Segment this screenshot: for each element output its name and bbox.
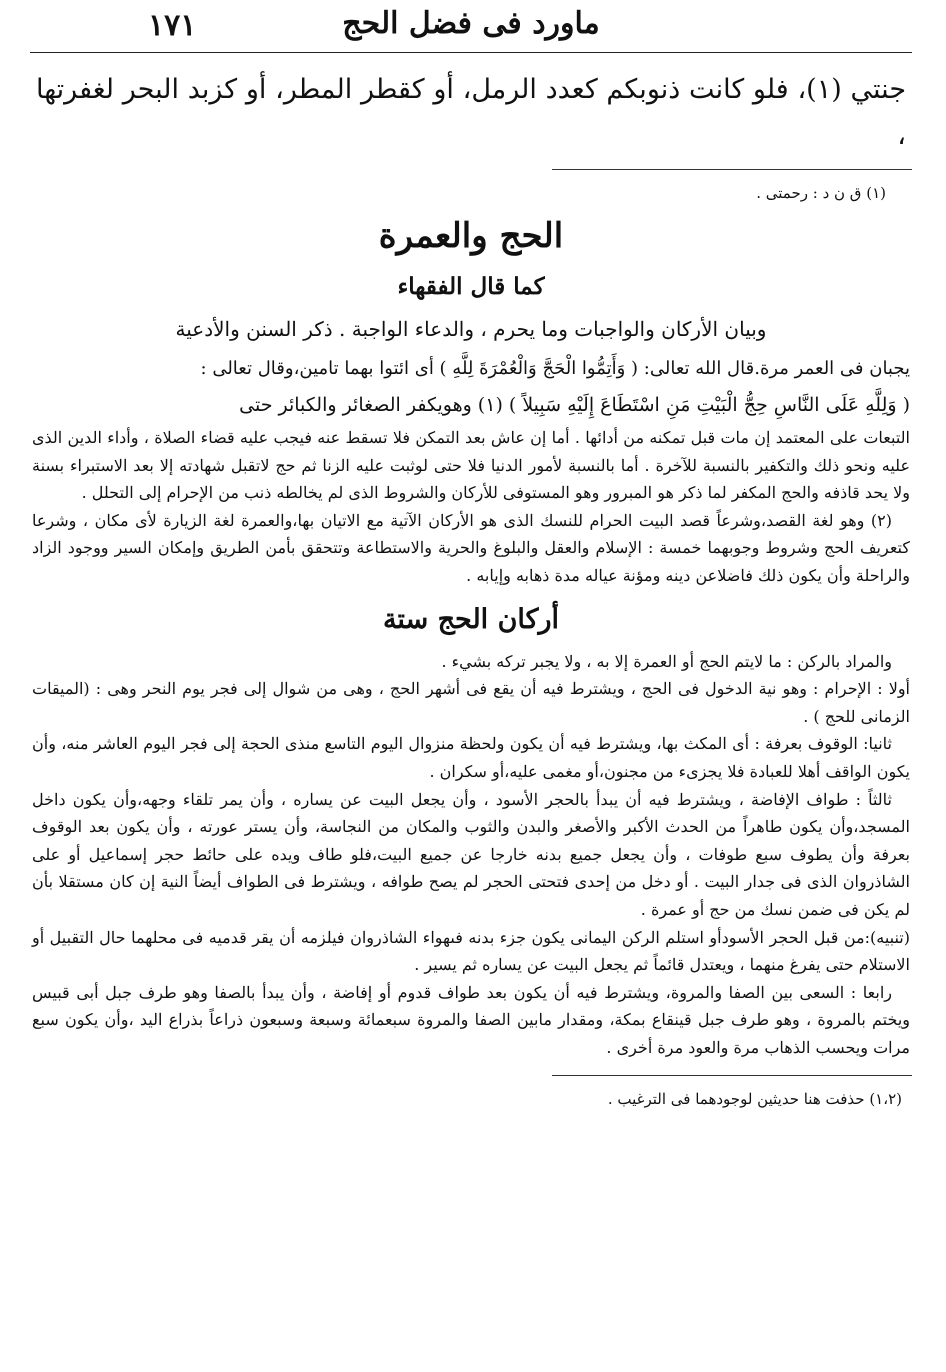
paragraph-note: (تنبيه):من قبل الحجر الأسودأو استلم الركن اليمانى يكون جزء بدنه فىهواء الشاذروان فيلزمه أن يقر قدميه فى محلهما حال التقبيل أو الاستلام حتى يفرغ منهما ، ويعتدل قائماً ثم يجعل البيت عن يساره ثم يسير . <box>32 927 910 975</box>
paragraph-definition: (٢) وهو لغة القصد،وشرعاً قصد البيت الحرام للنسك الذى هو الأركان الآتية مع الاتيان بها،والعمرة لغة الزيارة لأى مكان ، وشرعا كتعريف الحج وشروط وجوبهما خمسة : الإسلام والعقل والبلوغ والحرية والاستطاعة وتتحقق بأمن الطريق وإمكان السير ووجود الزاد والراحلة وأن يكون ذلك فاضلاعن دينه ومؤنة عياله مدة ذهابه وإيابه . <box>32 510 910 585</box>
paragraph-tawaf: ثالثاً : طواف الإفاضة ، ويشترط فيه أن يبدأ بالحجر الأسود ، وأن يجعل البيت عن يساره ، وأن يمر تلقاء وجهه،وأن يكون داخل المسجد،وأن يكون طاهراً من الحدث الأكبر والأصغر والبدن والثوب والمكان من النجاسة، وأن يستر عورته ، وأن يكون بعد الوقوف بعرفة وأن يطوف سبع طوفات ، وأن يجعل جميع بدنه خارجا عن جميع البيت،فلو طاف ويده على حائط حجر إسماعيل أو على الشاذروان الذى فى جدار البيت . أو دخل من إحدى فتحتى الحجر لم يصح طوافه ، ويشترط فى الطواف أيضاً النية إن كان مستقلا بأن لم يكن فى ضمن نسك من حج أو عمرة . <box>32 789 911 919</box>
subtitle-description: وبيان الأركان والواجبات وما يحرم ، والدعاء الواجبة . ذكر السنن والأدعية <box>175 317 767 341</box>
subtitle: كما قال الفقهاء <box>397 273 545 300</box>
running-title: ماورد فى فضل الحج <box>342 6 600 41</box>
footnote-bottom: (١،٢) حذفت هنا حديثين لوجودهما فى الترغيب . <box>607 1090 902 1109</box>
paragraph-intro: يجبان فى العمر مرة.قال الله تعالى: ( وَأَتِمُّوا الْحَجَّ وَالْعُمْرَةَ لِلَّهِ ) أى ائتوا بهما تامين،وقال تعالى : <box>200 358 910 379</box>
paragraph-sai: رابعا : السعى بين الصفا والمروة، ويشترط فيه أن يكون بعد طواف قدوم أو إفاضة ، وأن يبدأ بالصفا وهو طرف جبل أبى قبيس ويختم بالمروة ، وهو طرف جبل قينقاع بمكة، ومقدار مابين الصفا والمروة سبعمائة وسبعة وسبعون ذراعاً بذراع اليد ،وأن يكون سبع مرات ويحسب الذهاب مرة والعود مرة أخرى . <box>32 982 911 1057</box>
paragraph-ihram: أولا : الإحرام : وهو نية الدخول فى الحج ، ويشترط فيه أن يقع فى أشهر الحج ، وهى من شوال إلى فجر يوم النحر وهى : (الميقات الزمانى للحج ) . <box>32 679 911 726</box>
footnote-divider-bottom <box>552 1075 912 1076</box>
paragraph-arafah: ثانيا: الوقوف بعرفة : أى المكث بها، ويشترط فيه أن يكون ولحظة منزوال اليوم التاسع منذى الحجة إلى فجر اليوم العاشر منه، وأن يكون الواقف أهلا للعبادة فلا يجزىء من مجنون،أو مغمى عليه،أو سكران . <box>32 734 910 781</box>
paragraph-expiation: التبعات على المعتمد إن مات قبل تمكنه من أدائها . أما إن عاش بعد التمكن فلا تسقط عنه فيجب عليه قضاء الصلاة ، وأداء الدين الذى عليه ونحو ذلك والتكفير بالنسبة للآخرة . أما بالنسبة لأمور الدنيا فلا حتى لوثبت عليه الزنا ثم حج لاتقبل شهادته إلا بعد الاستبراء بسنة ولا يحد قاذفه والحج المكفر لما ذكر هو المبرور وهو المستوفى للأركان والشروط الذى لم يخالطه ذنب من الإحرام إلى التحلل . <box>32 428 910 503</box>
main-title: الحج والعمرة <box>378 216 564 256</box>
footnote-top: (١) ق ن د : رحمتى . <box>756 184 886 202</box>
running-head <box>30 0 912 53</box>
section-title: أركان الحج ستة <box>382 603 560 635</box>
paragraph-rukn-definition: والمراد بالركن : ما لايتم الحج أو العمرة إلا به ، ولا يجبر تركه بشيء . <box>441 651 892 671</box>
verse-line: جنتي (١)، فلو كانت ذنوبكم كعدد الرمل، أو كقطر المطر، أو كزبد البحر لغفرتها ، <box>36 74 907 151</box>
page-number: ١٧١ <box>148 8 197 43</box>
paragraph-quran-verse: ( وَلِلَّهِ عَلَى النَّاسِ حِجُّ الْبَيْتِ مَنِ اسْتَطَاعَ إِلَيْهِ سَبِيلاً ) (١) وهويكفر الصغائر والكبائر حتى <box>239 394 910 416</box>
footnote-divider <box>552 169 912 170</box>
